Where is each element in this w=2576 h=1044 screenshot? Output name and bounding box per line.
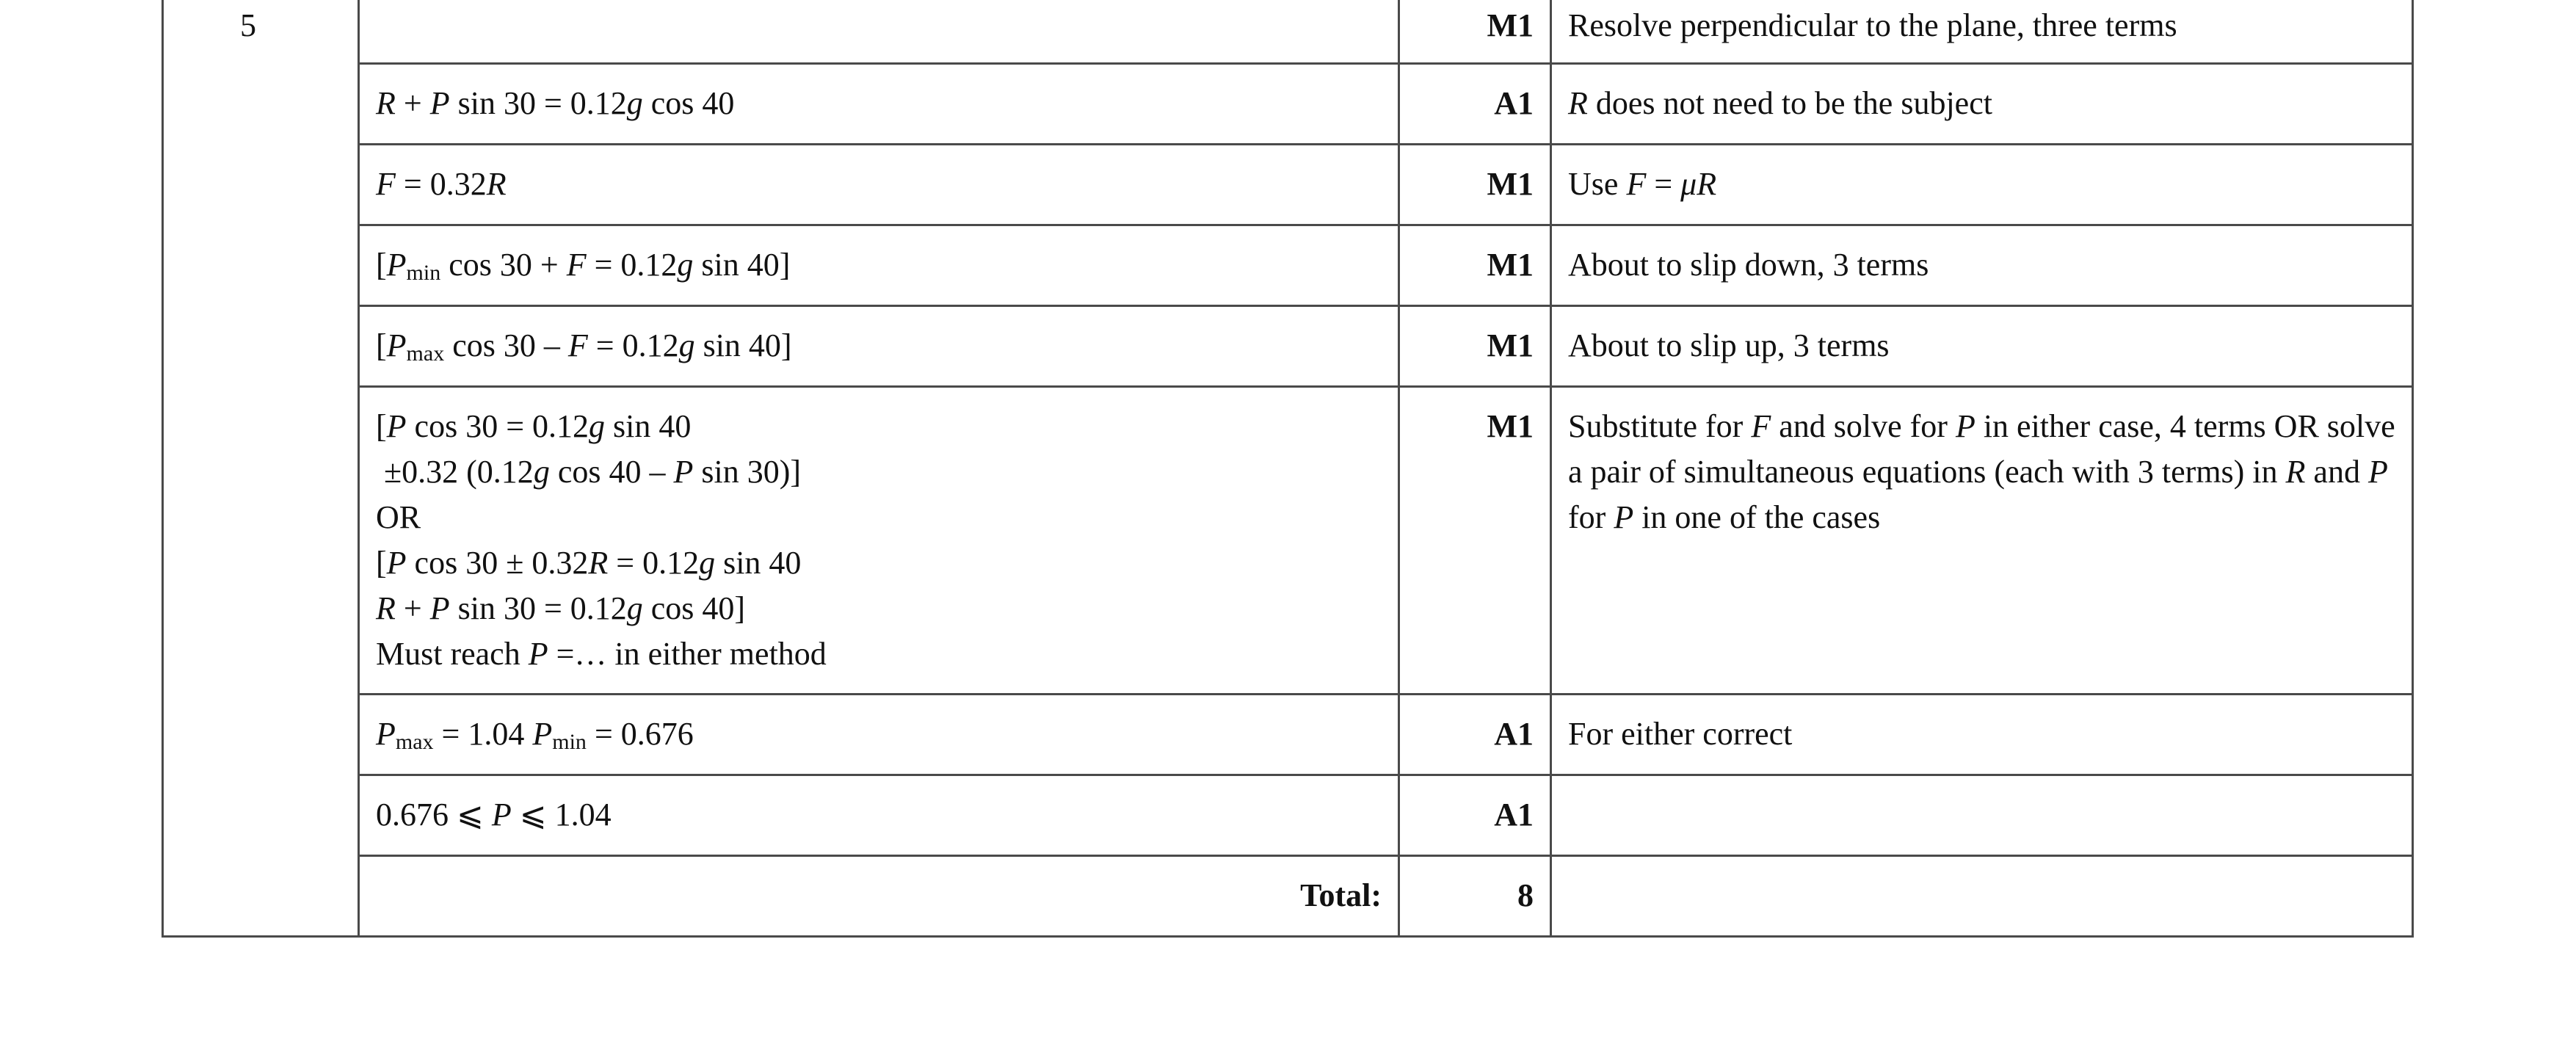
answer-cell bbox=[359, 144, 1399, 225]
answer-line: OR bbox=[376, 499, 421, 535]
answer-cell bbox=[359, 63, 1399, 144]
guidance-text: Use bbox=[1568, 165, 1627, 202]
question-number-cell bbox=[163, 0, 359, 936]
table-row bbox=[163, 694, 2413, 775]
guidance-cell bbox=[1551, 775, 2413, 855]
guidance-cell: About to slip up, 3 terms bbox=[1551, 305, 2413, 386]
answer-line: F = 0.32R bbox=[376, 165, 507, 202]
total-label: Total: bbox=[1300, 877, 1382, 913]
question-number: 5 bbox=[240, 7, 256, 43]
table-row bbox=[163, 775, 2413, 855]
answer-line: [P cos 30 = 0.12g sin 40 bbox=[376, 407, 692, 444]
answer-cell bbox=[359, 0, 1399, 63]
guidance-cell: For either correct bbox=[1551, 694, 2413, 775]
total-row bbox=[163, 855, 2413, 936]
guidance-text: does not need to be the subject bbox=[1587, 84, 1992, 121]
answer-line: R + P sin 30 = 0.12g cos 40] bbox=[376, 590, 746, 626]
answer-line: ±0.32 (0.12g cos 40 – P sin 30)] bbox=[376, 453, 802, 490]
answer-line: 0.676 ⩽ P ⩽ 1.04 bbox=[376, 796, 612, 833]
guidance-variable: R bbox=[1568, 84, 1588, 121]
guidance-cell bbox=[1551, 855, 2413, 936]
mark-cell: A1 bbox=[1399, 694, 1551, 775]
answer-cell bbox=[359, 386, 1399, 694]
answer-line: [P cos 30 ± 0.32R = 0.12g sin 40 bbox=[376, 544, 802, 581]
table-row bbox=[163, 0, 2413, 63]
answer-line: [$P_{min}$ cos 30 + F = 0.12g sin 40] bbox=[376, 246, 791, 285]
mark-cell: M1 bbox=[1399, 386, 1551, 694]
table-row bbox=[163, 386, 2413, 694]
mark-cell: M1 bbox=[1399, 305, 1551, 386]
mark-scheme-table bbox=[162, 0, 2414, 938]
answer-cell bbox=[359, 775, 1399, 855]
answer-line: R + P sin 30 = 0.12g cos 40 bbox=[376, 84, 735, 121]
guidance-cell bbox=[1551, 386, 2413, 694]
table-row bbox=[163, 144, 2413, 225]
mark-cell: M1 bbox=[1399, 0, 1551, 63]
answer-cell bbox=[359, 225, 1399, 305]
answer-cell bbox=[359, 305, 1399, 386]
mark-cell: M1 bbox=[1399, 225, 1551, 305]
mark-cell: A1 bbox=[1399, 775, 1551, 855]
answer-line: $P_{max} = 1.04$ $P_{min} = 0.676$ bbox=[376, 715, 694, 754]
guidance-cell: Resolve perpendicular to the plane, three terms bbox=[1551, 0, 2413, 63]
total-label-cell bbox=[359, 855, 1399, 936]
table-row bbox=[163, 225, 2413, 305]
table-row bbox=[163, 305, 2413, 386]
table-row bbox=[163, 63, 2413, 144]
answer-line: Must reach P =… in either method bbox=[376, 635, 827, 672]
mark-cell: A1 bbox=[1399, 63, 1551, 144]
total-marks: 8 bbox=[1399, 855, 1551, 936]
answer-cell bbox=[359, 694, 1399, 775]
guidance-cell: About to slip down, 3 terms bbox=[1551, 225, 2413, 305]
guidance-cell bbox=[1551, 63, 2413, 144]
answer-line: [$P_{max}$ cos 30 – F = 0.12g sin 40] bbox=[376, 327, 792, 366]
mark-cell: M1 bbox=[1399, 144, 1551, 225]
guidance-cell: Use F = μR bbox=[1551, 144, 2413, 225]
guidance-text: Substitute for F and solve for P in either case, 4 terms OR solve a pair of simultaneous equations (each with 3 terms) in R and P for P in one of the cases bbox=[1568, 407, 2395, 535]
